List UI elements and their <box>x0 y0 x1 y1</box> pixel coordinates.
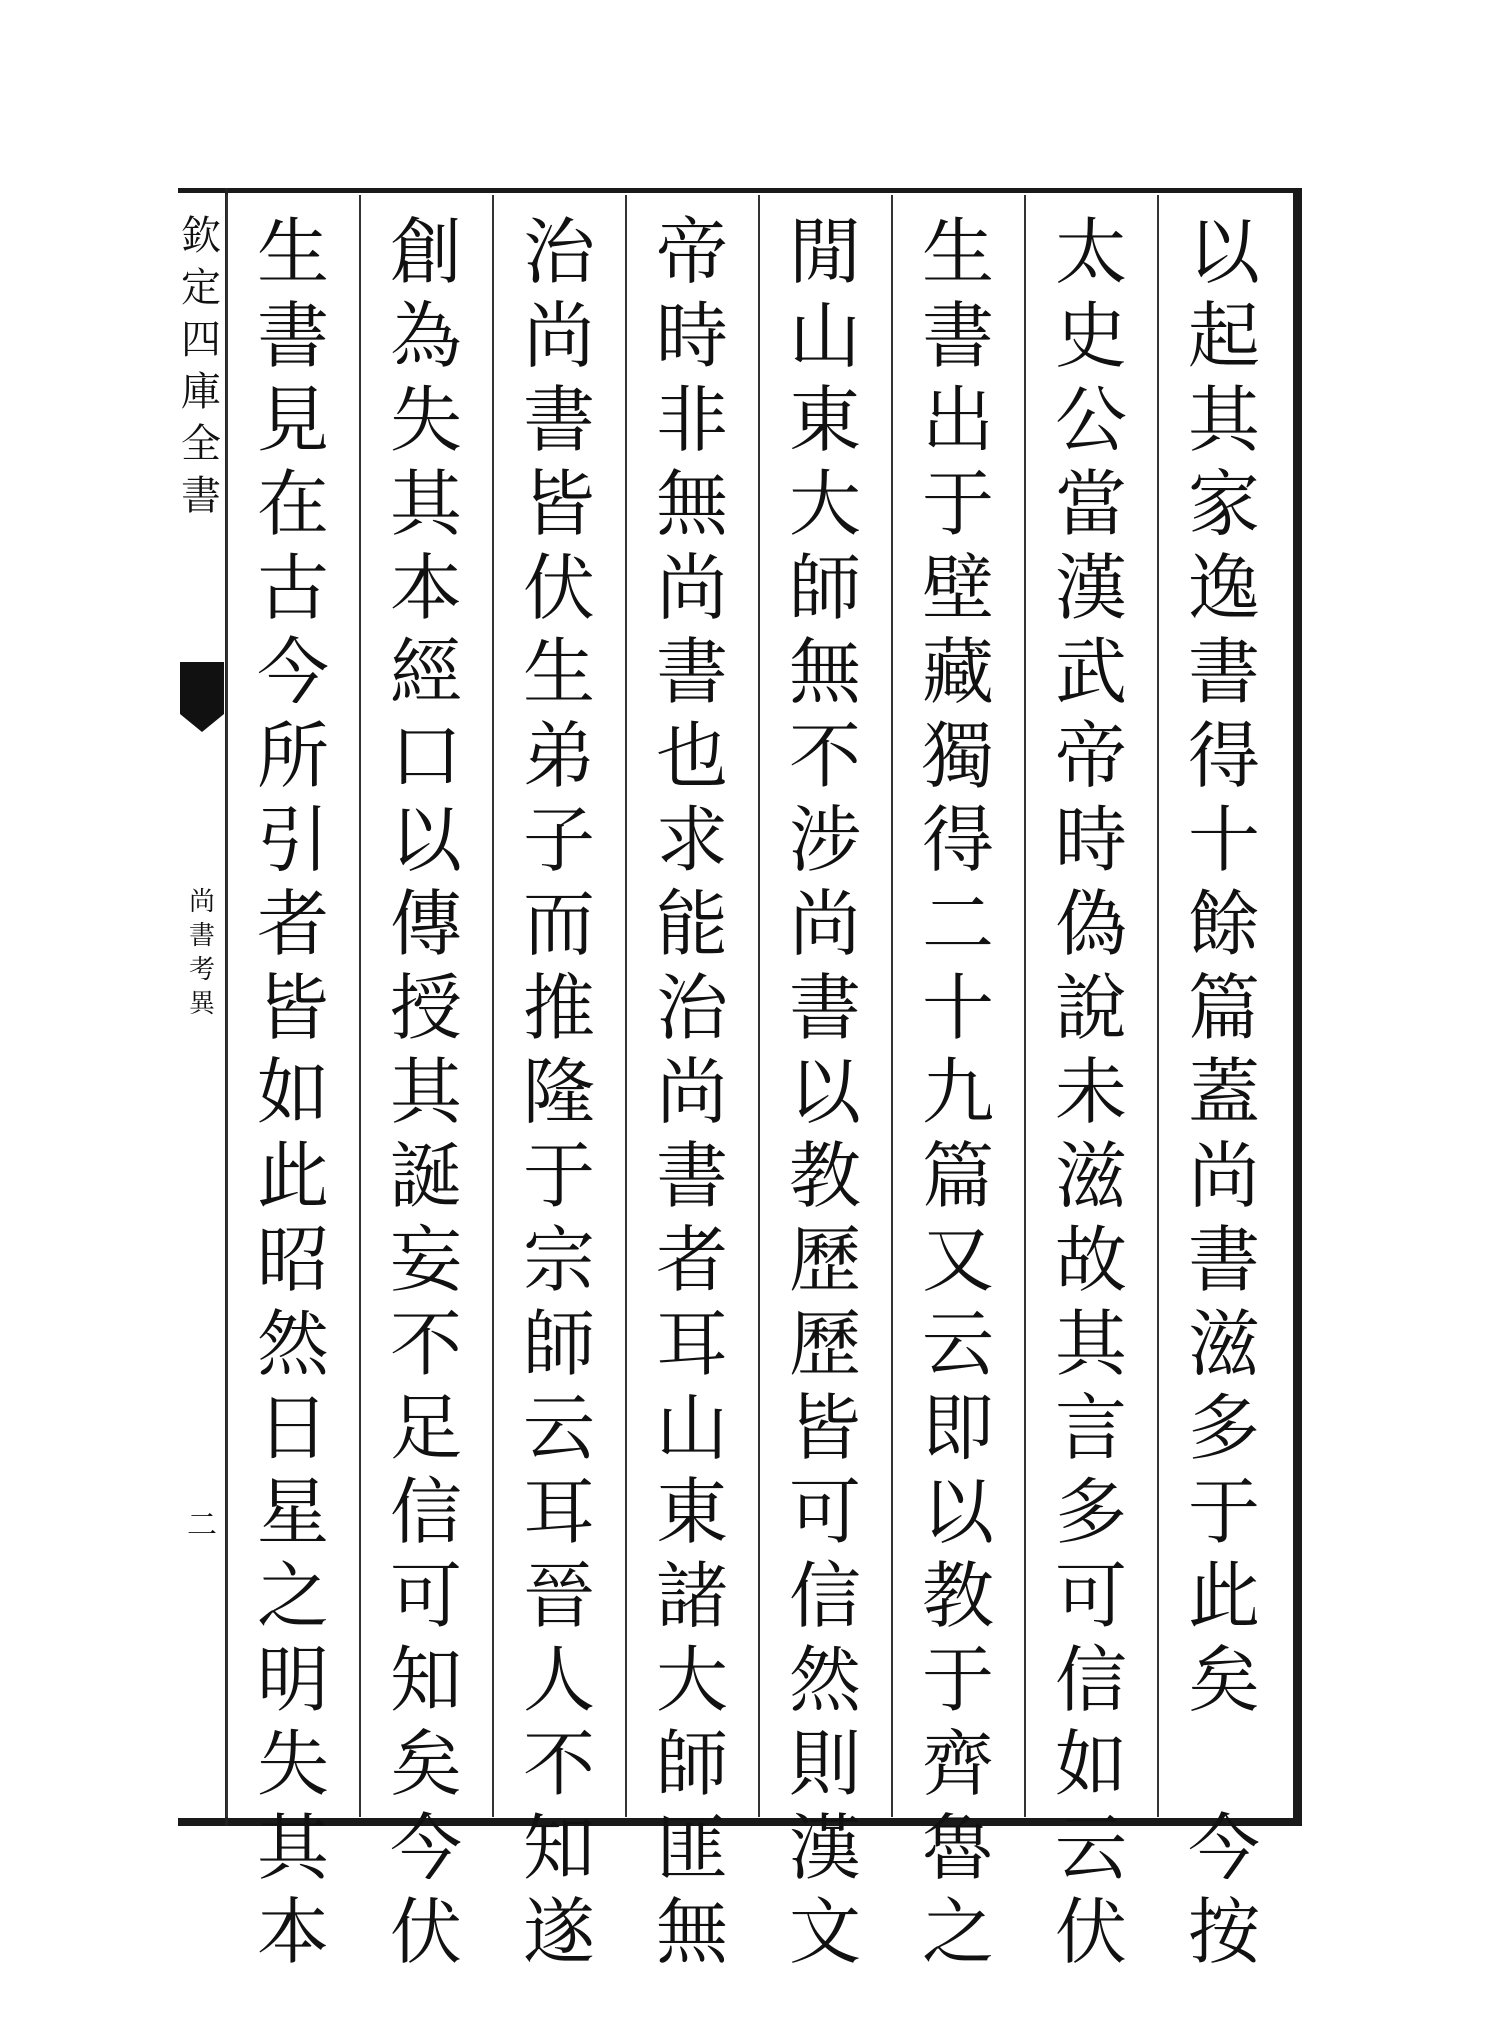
text-char: 今 <box>389 1806 462 1890</box>
text-char: 齊 <box>921 1722 994 1806</box>
text-char: 失 <box>389 378 462 462</box>
text-char: 無 <box>788 630 861 714</box>
series-title-char: 庫 <box>181 369 221 415</box>
text-char: 今 <box>256 630 329 714</box>
series-title-char: 四 <box>181 317 221 363</box>
text-char: 藏 <box>921 630 994 714</box>
text-char: 又 <box>921 1218 994 1302</box>
text-char: 伏 <box>1054 1890 1127 1974</box>
column-rule <box>226 195 228 1817</box>
text-char: 為 <box>389 294 462 378</box>
text-char: 獨 <box>921 714 994 798</box>
text-char: 可 <box>1054 1554 1127 1638</box>
text-char: 其 <box>1187 378 1260 462</box>
text-char: 足 <box>389 1386 462 1470</box>
column-rule <box>625 195 627 1817</box>
text-char: 尚 <box>522 294 595 378</box>
text-char: 伏 <box>522 546 595 630</box>
text-char: 書 <box>788 966 861 1050</box>
text-char: 師 <box>788 546 861 630</box>
text-char: 言 <box>1054 1386 1127 1470</box>
text-char: 于 <box>522 1134 595 1218</box>
annotation-char: 按 <box>1187 1890 1260 1974</box>
text-char: 求 <box>655 798 728 882</box>
text-char: 師 <box>522 1302 595 1386</box>
text-column <box>500 210 618 1974</box>
text-char: 以 <box>921 1470 994 1554</box>
text-char: 妄 <box>389 1218 462 1302</box>
text-char: 明 <box>256 1638 329 1722</box>
text-char: 以 <box>788 1050 861 1134</box>
text-char: 尚 <box>655 1050 728 1134</box>
text-char: 多 <box>1054 1470 1127 1554</box>
book-title-char: 考 <box>188 955 215 985</box>
text-char: 涉 <box>788 798 861 882</box>
series-title-char: 全 <box>181 421 221 467</box>
text-char: 可 <box>389 1554 462 1638</box>
text-char: 大 <box>788 462 861 546</box>
text-char: 非 <box>655 378 728 462</box>
text-char: 歷 <box>788 1218 861 1302</box>
series-title-char: 書 <box>181 473 221 519</box>
text-char: 篇 <box>1187 966 1260 1050</box>
text-char: 生 <box>921 210 994 294</box>
text-char: 知 <box>389 1638 462 1722</box>
text-char: 故 <box>1054 1218 1127 1302</box>
text-char: 十 <box>921 966 994 1050</box>
text-column <box>766 210 884 1974</box>
text-char: 起 <box>1187 294 1260 378</box>
text-char: 帝 <box>1054 714 1127 798</box>
annotation-char: 今 <box>1187 1806 1260 1890</box>
text-column <box>234 210 352 1974</box>
book-title-char: 尚 <box>188 887 215 917</box>
series-title <box>178 210 224 522</box>
text-char: 引 <box>256 798 329 882</box>
text-char: 未 <box>1054 1050 1127 1134</box>
text-char: 說 <box>1054 966 1127 1050</box>
text-char: 諸 <box>655 1554 728 1638</box>
text-char: 云 <box>522 1386 595 1470</box>
text-char: 不 <box>788 714 861 798</box>
text-char: 帝 <box>655 210 728 294</box>
text-char: 九 <box>921 1050 994 1134</box>
text-char: 此 <box>1187 1554 1260 1638</box>
text-char: 治 <box>655 966 728 1050</box>
book-title <box>180 885 224 1021</box>
text-char: 之 <box>921 1890 994 1974</box>
text-char: 漢 <box>788 1806 861 1890</box>
text-char: 其 <box>256 1806 329 1890</box>
text-char: 皆 <box>522 462 595 546</box>
text-char: 其 <box>1054 1302 1127 1386</box>
text-char: 漢 <box>1054 546 1127 630</box>
text-char: 所 <box>256 714 329 798</box>
text-char: 東 <box>655 1470 728 1554</box>
text-char: 尚 <box>1187 1134 1260 1218</box>
text-char: 宗 <box>522 1218 595 1302</box>
text-char: 然 <box>788 1638 861 1722</box>
text-column <box>1165 210 1283 1974</box>
text-char: 公 <box>1054 378 1127 462</box>
text-char: 多 <box>1187 1386 1260 1470</box>
text-char: 信 <box>788 1554 861 1638</box>
text-char: 當 <box>1054 462 1127 546</box>
text-char: 本 <box>256 1890 329 1974</box>
text-char: 古 <box>256 546 329 630</box>
text-char: 太 <box>1054 210 1127 294</box>
text-char: 教 <box>788 1134 861 1218</box>
column-rule <box>492 195 494 1817</box>
column-rule <box>758 195 760 1817</box>
text-char: 武 <box>1054 630 1127 714</box>
text-char: 尚 <box>655 546 728 630</box>
text-char: 生 <box>256 210 329 294</box>
text-char: 師 <box>655 1722 728 1806</box>
text-char: 出 <box>921 378 994 462</box>
series-title-char: 定 <box>181 265 221 311</box>
text-char: 治 <box>522 210 595 294</box>
text-char: 本 <box>389 546 462 630</box>
text-char: 如 <box>256 1050 329 1134</box>
text-char: 二 <box>921 882 994 966</box>
text-char: 得 <box>921 798 994 882</box>
text-char: 篇 <box>921 1134 994 1218</box>
text-char: 閒 <box>788 210 861 294</box>
text-char: 書 <box>1187 630 1260 714</box>
text-char: 無 <box>655 1890 728 1974</box>
text-char: 在 <box>256 462 329 546</box>
text-char: 書 <box>921 294 994 378</box>
text-char: 東 <box>788 378 861 462</box>
column-rule <box>1157 195 1159 1817</box>
text-char: 不 <box>389 1302 462 1386</box>
text-char: 滋 <box>1187 1302 1260 1386</box>
text-column <box>367 210 485 1974</box>
text-char: 即 <box>921 1386 994 1470</box>
text-char: 生 <box>522 630 595 714</box>
text-char: 山 <box>788 294 861 378</box>
text-char: 矣 <box>1187 1638 1260 1722</box>
text-char: 其 <box>389 462 462 546</box>
page-number: 二 <box>187 1508 217 1543</box>
text-char: 者 <box>655 1218 728 1302</box>
text-char: 推 <box>522 966 595 1050</box>
text-char: 然 <box>256 1302 329 1386</box>
book-title-char: 異 <box>188 989 215 1019</box>
text-char: 失 <box>256 1722 329 1806</box>
text-char: 信 <box>389 1470 462 1554</box>
column-rule <box>1024 195 1026 1817</box>
text-char: 匪 <box>655 1806 728 1890</box>
text-char: 昭 <box>256 1218 329 1302</box>
column-rule <box>359 195 361 1817</box>
text-char: 可 <box>788 1470 861 1554</box>
text-column <box>899 210 1017 1974</box>
text-char: 山 <box>655 1386 728 1470</box>
text-char: 不 <box>522 1722 595 1806</box>
book-title-char: 書 <box>188 921 215 951</box>
text-column <box>1032 210 1150 1974</box>
text-char: 之 <box>256 1554 329 1638</box>
text-char: 書 <box>655 1134 728 1218</box>
text-column <box>633 210 751 1974</box>
text-char: 歷 <box>788 1302 861 1386</box>
text-char: 餘 <box>1187 882 1260 966</box>
text-char: 云 <box>1054 1806 1127 1890</box>
text-char: 經 <box>389 630 462 714</box>
text-char: 無 <box>655 462 728 546</box>
text-char: 書 <box>655 630 728 714</box>
text-char: 魯 <box>921 1806 994 1890</box>
text-char: 耳 <box>655 1302 728 1386</box>
text-char: 時 <box>1054 798 1127 882</box>
text-char: 書 <box>256 294 329 378</box>
text-char: 皆 <box>256 966 329 1050</box>
fish-tail-mark <box>180 662 224 714</box>
text-char: 口 <box>389 714 462 798</box>
text-char: 逸 <box>1187 546 1260 630</box>
text-char: 知 <box>522 1806 595 1890</box>
text-char: 于 <box>1187 1470 1260 1554</box>
text-char: 于 <box>921 1638 994 1722</box>
text-char: 見 <box>256 378 329 462</box>
text-char: 家 <box>1187 462 1260 546</box>
text-char: 尚 <box>788 882 861 966</box>
text-char: 時 <box>655 294 728 378</box>
text-char: 以 <box>1187 210 1260 294</box>
text-char: 伏 <box>389 1890 462 1974</box>
text-char: 信 <box>1054 1638 1127 1722</box>
text-char: 子 <box>522 798 595 882</box>
text-char: 以 <box>389 798 462 882</box>
text-char: 如 <box>1054 1722 1127 1806</box>
text-char: 誕 <box>389 1134 462 1218</box>
text-char: 此 <box>256 1134 329 1218</box>
text-char: 隆 <box>522 1050 595 1134</box>
text-char: 書 <box>522 378 595 462</box>
text-char: 文 <box>788 1890 861 1974</box>
text-char: 能 <box>655 882 728 966</box>
text-char: 也 <box>655 714 728 798</box>
series-title-char: 欽 <box>181 213 221 259</box>
text-char: 十 <box>1187 798 1260 882</box>
text-char: 皆 <box>788 1386 861 1470</box>
text-char: 者 <box>256 882 329 966</box>
text-char: 于 <box>921 462 994 546</box>
column-rule <box>891 195 893 1817</box>
text-char: 星 <box>256 1470 329 1554</box>
text-char: 耳 <box>522 1470 595 1554</box>
text-char: 書 <box>1187 1218 1260 1302</box>
text-char: 傳 <box>389 882 462 966</box>
text-char: 矣 <box>389 1722 462 1806</box>
text-char: 則 <box>788 1722 861 1806</box>
text-char: 云 <box>921 1302 994 1386</box>
text-char: 人 <box>522 1638 595 1722</box>
text-char: 授 <box>389 966 462 1050</box>
text-char: 而 <box>522 882 595 966</box>
text-char: 大 <box>655 1638 728 1722</box>
text-char: 弟 <box>522 714 595 798</box>
text-char: 教 <box>921 1554 994 1638</box>
text-char: 史 <box>1054 294 1127 378</box>
text-char: 蓋 <box>1187 1050 1260 1134</box>
text-char: 滋 <box>1054 1134 1127 1218</box>
text-char: 日 <box>256 1386 329 1470</box>
text-char: 得 <box>1187 714 1260 798</box>
text-char: 偽 <box>1054 882 1127 966</box>
text-char: 晉 <box>522 1554 595 1638</box>
text-char: 遂 <box>522 1890 595 1974</box>
text-char: 壁 <box>921 546 994 630</box>
text-char: 其 <box>389 1050 462 1134</box>
text-char: 創 <box>389 210 462 294</box>
